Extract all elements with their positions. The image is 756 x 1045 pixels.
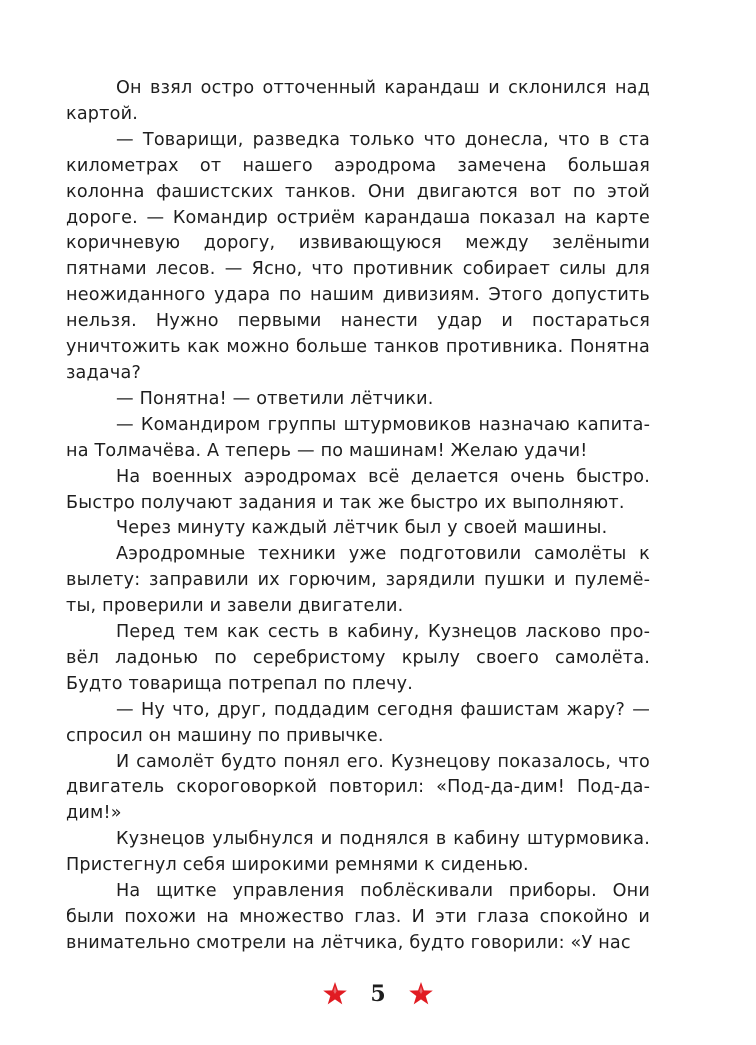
paragraph-11: Кузнецов улыбнулся и поднялся в кабину штурмовика. Пристегнул себя широкими ремнями к сиденью. — [66, 829, 650, 876]
page-number: 5 — [370, 981, 386, 1007]
paragraph-1: Он взял остро отточенный карандаш и склонился над картой. — [66, 78, 650, 124]
paragraph-8: Перед тем как сесть в кабину, Кузнецов ласково провёл ладонью по серебристому крылу своего самолёта. Будто товарища потрепал по плечу. — [66, 622, 650, 694]
paragraph-12: На щитке управления поблёскивали приборы. Они были похожи на множество глаз. И эти глаза спокойно и внимательно смотрели на лётчика, будто говорили: «У нас — [66, 881, 650, 953]
paragraph-2: — Товарищи, разведка только что донесла, что в ста километрах от нашего аэродрома замечена большая колонна фашистских танков. Они двигаются вот по этой дороге. — Командир остриём карандаша показал на карте коричневую дорогу, извивающуюся между зелёныmи пятнами лесов. — Ясно, что противник собирает силы для неожиданного удара по нашим дивизиям. Этого допустить нельзя. Нужно первыми нанести удар и постараться уничтожить как можно больше танков противника. Понятна задача? — [66, 129, 650, 383]
paragraph-7: Аэродромные техники уже подготовили самолёты к вылету: заправили их горючим, зарядили пушки и пулемёты, проверили и завели двигатели. — [66, 544, 650, 617]
paragraph-9: — Ну что, друг, поддадим сегодня фашистам жару? — спросил он машину по привычке. — [66, 699, 650, 746]
paragraph-10: И самолёт будто понял его. Кузнецову показалось, что двигатель скороговоркой повторил: «Под-да-дим! Под-дадим!» — [66, 751, 650, 824]
body-text — [66, 76, 650, 957]
paragraph-4: — Командиром группы штурмовиков назначаю капитана Толмачёва. А теперь — по машинам! Желаю удачи! — [66, 414, 650, 461]
red-star-icon — [322, 981, 348, 1007]
paragraph-6: Через минуту каждый лётчик был у своей машины. — [116, 518, 608, 539]
paragraph-3: — Понятна! — ответили лётчики. — [116, 388, 434, 409]
page-footer — [0, 978, 756, 1010]
red-star-icon — [408, 981, 434, 1007]
paragraph-5: На военных аэродромах всё делается очень быстро. Быстро получают задания и так же быстро их выполняют. — [66, 466, 650, 513]
